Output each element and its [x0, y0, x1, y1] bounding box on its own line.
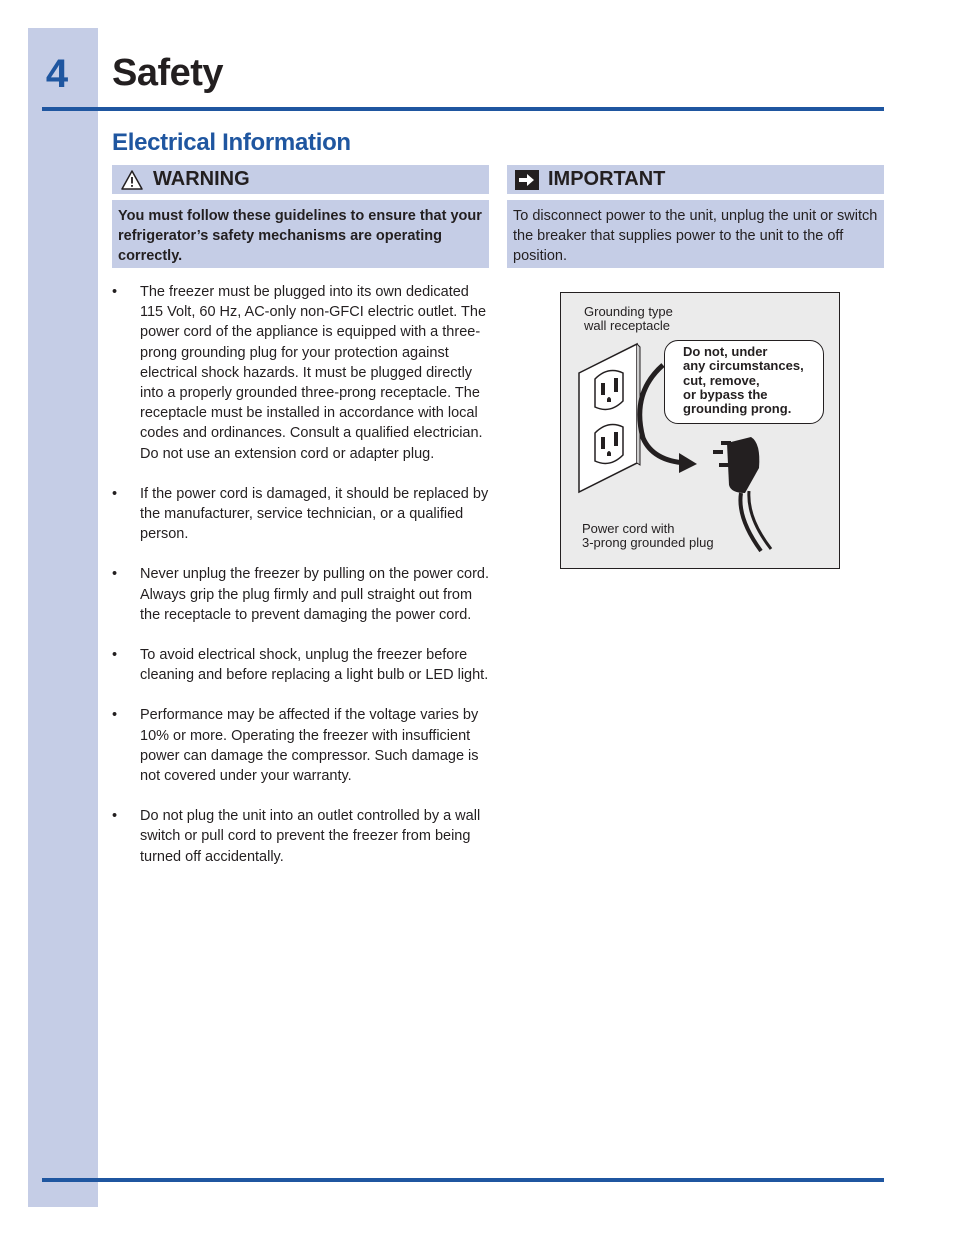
callout-bubble [664, 340, 824, 424]
bullet-dot: • [112, 566, 118, 583]
callout-line: any circumstances, [683, 358, 804, 374]
bullet-dot: • [112, 707, 118, 724]
section-heading: Electrical Information [112, 129, 351, 156]
list-item-text: If the power cord is damaged, it should be replaced by the manufacturer, service technician, or a qualified person. [140, 485, 489, 543]
warning-label: WARNING [153, 168, 250, 190]
footer-rule [42, 1178, 884, 1182]
bullet-dot: • [112, 485, 118, 502]
important-text: To disconnect power to the unit, unplug the unit or switch the breaker that supplies power to the unit to the off position. [507, 200, 884, 268]
page-number: 4 [45, 52, 69, 96]
list-item-text: The freezer must be plugged into its own dedicated 115 Volt, 60 Hz, AC-only non-GFCI electric outlet. The power cord of the appliance is equipped with a three-prong grounding plug for your protection against electrical shock hazards. It must be plugged directly into a properly grounded three-prong receptacle. The receptacle must be installed in accordance with local codes and ordinances. Consult a qualified electrician. Do not use an extension cord or adapter plug. [140, 284, 487, 462]
list-item [112, 645, 492, 685]
warning-text: You must follow these guidelines to ensure that your refrigerator’s safety mechanisms are operating correctly. [112, 200, 489, 268]
list-item [112, 564, 492, 625]
important-label: IMPORTANT [548, 168, 666, 190]
callout-line: or bypass the [683, 386, 768, 402]
important-header [507, 165, 884, 194]
page-title: Safety [112, 52, 224, 94]
grounding-plug-illustration [560, 292, 840, 569]
cord-label-line1: Power cord with [582, 521, 675, 536]
bullet-dot: • [112, 284, 118, 300]
list-item-text: Never unplug the freezer by pulling on the power cord. Always grip the plug firmly and pull straight out from the receptacle to prevent damaging the power cord. [140, 566, 490, 623]
list-item [112, 282, 492, 464]
callout-line: grounding prong. [683, 401, 792, 417]
receptacle-label-line1: Grounding type [584, 304, 673, 319]
bullet-dot: • [112, 808, 118, 825]
safety-guidelines-list [112, 282, 492, 887]
receptacle-label-line2: wall receptacle [584, 318, 670, 333]
list-item [112, 705, 492, 786]
cord-label-line2: 3-prong grounded plug [582, 535, 714, 550]
page-sidebar-band [28, 28, 98, 1207]
callout-line: Do not, under [683, 344, 768, 359]
list-item [112, 806, 492, 867]
header-rule [42, 107, 884, 111]
warning-header [112, 165, 489, 194]
list-item-text: To avoid electrical shock, unplug the freezer before cleaning and before replacing a light bulb or LED light. [140, 647, 489, 684]
arrow-right-icon [515, 170, 539, 190]
bullet-dot: • [112, 647, 118, 664]
callout-line: cut, remove, [683, 372, 760, 388]
list-item [112, 484, 492, 545]
list-item-text: Do not plug the unit into an outlet controlled by a wall switch or pull cord to prevent the freezer from being turned off accidentally. [140, 808, 481, 865]
warning-triangle-icon [121, 170, 143, 190]
list-item-text: Performance may be affected if the voltage varies by 10% or more. Operating the freezer with insufficient power can damage the compressor. Such damage is not covered under your warranty. [140, 707, 479, 785]
